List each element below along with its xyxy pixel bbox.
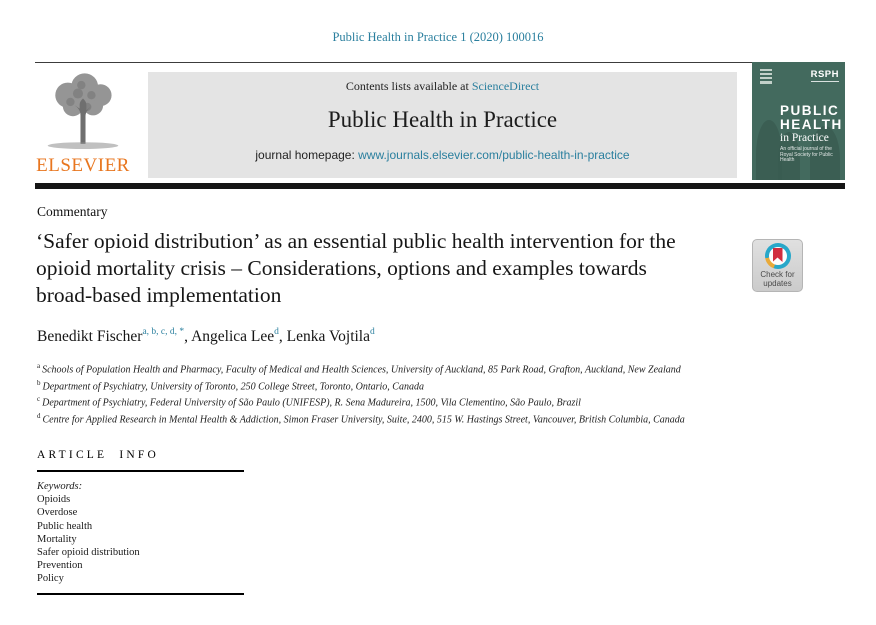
rsph-crest-icon [760,69,772,84]
journal-title: Public Health in Practice [327,107,558,132]
author: Benedikt Fischer$^{a, b, c, d, *}$, [37,327,192,346]
author-affiliation-sup: d [274,327,279,337]
article-info-heading: ARTICLE INFO [37,449,159,461]
homepage-line [148,148,737,162]
rsph-label: RSPH [810,69,839,80]
contents-line [148,72,737,94]
article-info-section [37,449,244,595]
journal-banner [148,72,737,178]
crossmark-icon [765,243,791,269]
elsevier-wordmark: ELSEVIER [36,155,130,176]
keyword: Mortality [37,533,77,545]
homepage-prefix: journal homepage: [255,148,359,162]
article-title-line: broad-based implementation [36,282,282,307]
article-title-line: ‘Safer opioid distribution’ as an essential public health intervention for the [36,229,676,253]
article-info-rule [37,470,244,472]
affiliation-list [37,360,685,427]
elsevier-logo [33,70,133,180]
check-for-updates-label: Check for updates [760,270,795,288]
journal-citation: Public Health in Practice 1 (2020) 100016 [332,30,544,44]
keywords-label: Keywords: [37,481,83,492]
keyword: Safer opioid distribution [37,547,140,559]
affiliation: $^b$ Department of Psychiatry, University of Toronto, 250 College Street, Toronto, Ontario, Canada [37,378,424,393]
article-info-bottom-rule [37,593,244,595]
affiliation: $^d$ Centre for Applied Research in Mental Health & Addiction, Simon Fraser University, Suite, 2400, 515 W. Hastings Street, Vancouver, British Columbia, Canada [37,412,685,426]
journal-homepage-link[interactable]: www.journals.elsevier.com/public-health-in-practice [358,148,630,162]
keyword: Prevention [37,560,83,572]
cover-title [780,103,843,164]
check-for-updates-badge[interactable] [752,239,803,292]
keyword: Overdose [37,507,78,519]
article-title-line: opioid mortality crisis – Considerations, options and examples towards [36,255,647,280]
header-bottom-bar [35,183,845,189]
affiliation: $^a$ Schools of Population Health and Pharmacy, Faculty of Medical and Health Sciences, University of Auckland, 85 Park Road, Grafton, Auckland, New Zealand [37,362,681,376]
author: Angelica Lee$^d$, [191,327,287,346]
author-affiliation-sup: a, b, c, d, * [142,327,185,337]
journal-cover-thumbnail [752,62,845,180]
keyword: Public health [37,520,93,532]
cover-title-in-practice: in Practice [780,132,829,144]
keyword: Policy [37,573,64,585]
header-top-rule [35,62,845,63]
cover-title-public: PUBLIC [780,103,840,118]
cover-title-health: HEALTH [780,116,843,132]
keyword: Opioids [37,494,71,506]
cover-tagline: An official journal of the Royal Society for Public Health [780,146,833,163]
affiliation: $^c$ Department of Psychiatry, Federal University of São Paulo (UNIFESP), R. Sena Madureira, 1500, Vila Clementino, São Paulo, Brazil [37,395,581,409]
rsph-underline [811,81,839,82]
author-affiliation-sup: d [370,327,375,337]
article-title [36,228,676,308]
article-type-label: Commentary [37,204,108,219]
author-list [37,328,375,346]
elsevier-tree-icon [41,70,125,154]
contents-prefix: Contents lists available at [345,79,472,93]
author: Lenka Vojtila$^d$ [286,327,375,346]
sciencedirect-link[interactable]: ScienceDirect [471,79,540,93]
